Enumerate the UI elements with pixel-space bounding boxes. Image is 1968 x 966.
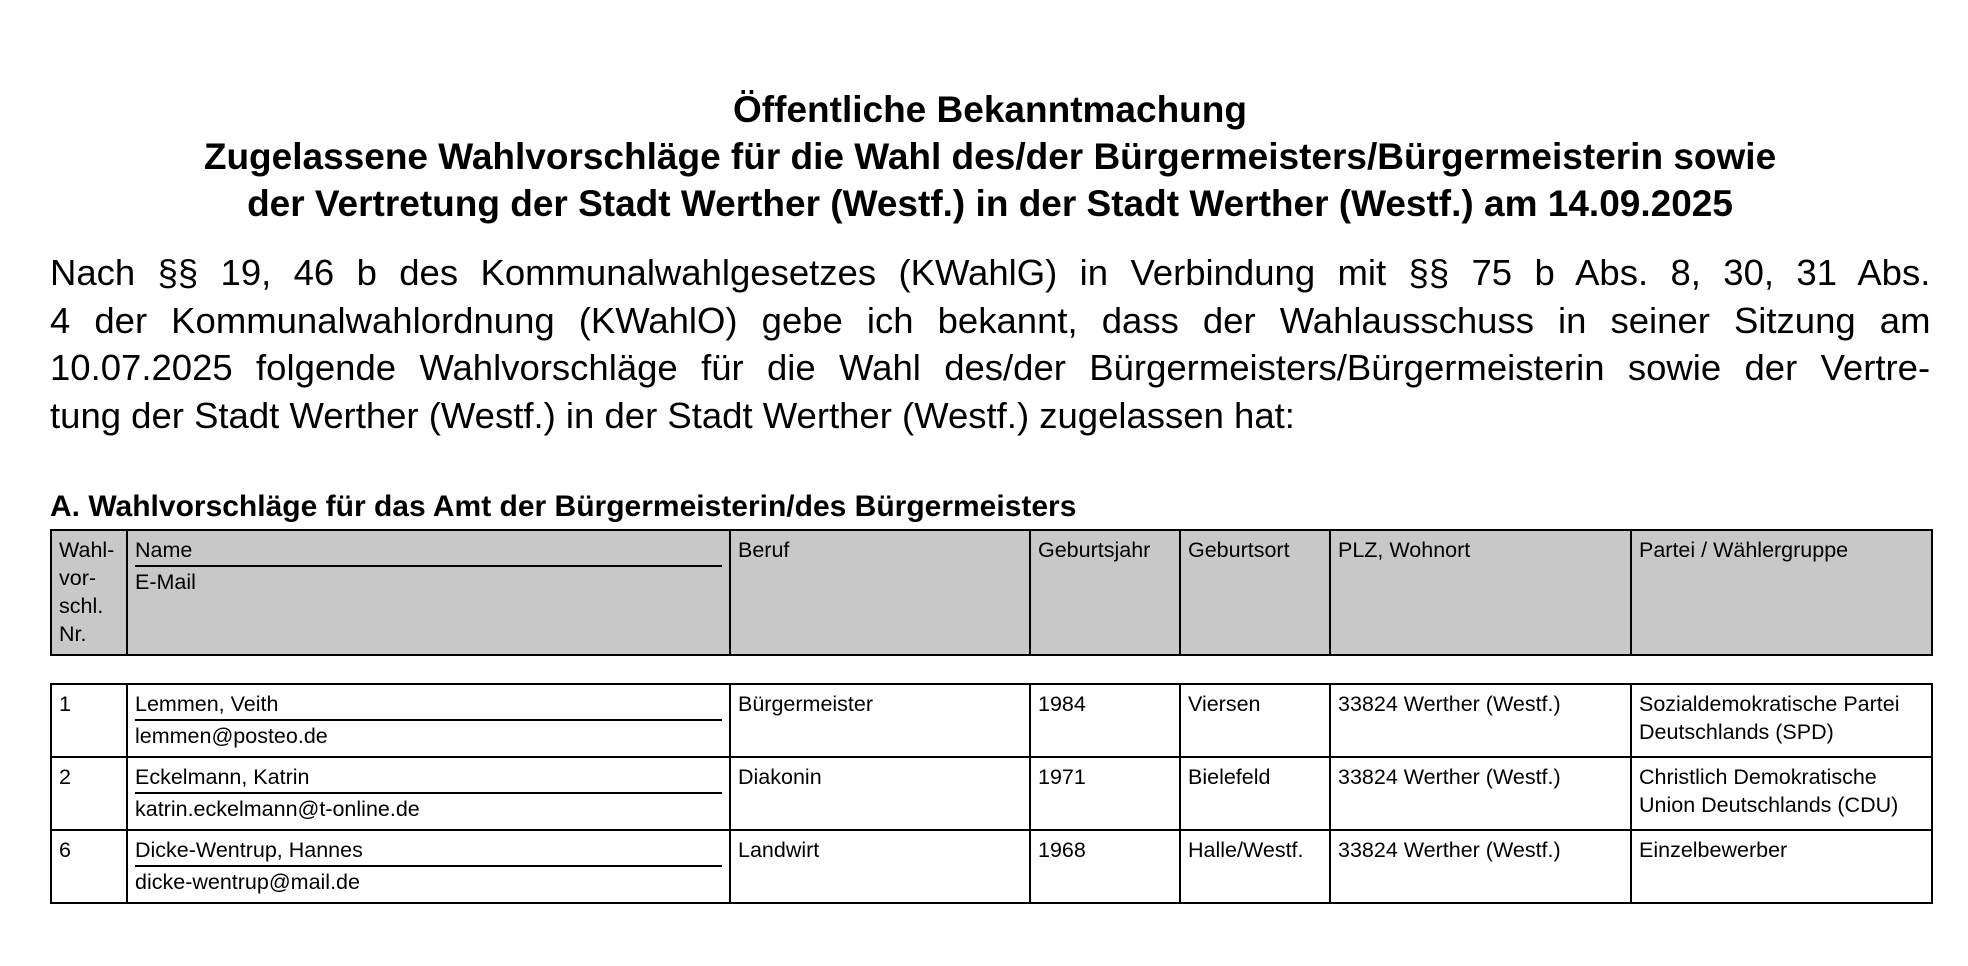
header-beruf: Beruf	[730, 530, 1030, 655]
header-wohnort: PLZ, Wohnort	[1330, 530, 1631, 655]
candidates-table	[50, 683, 1933, 904]
header-nr-line: Nr.	[59, 622, 87, 646]
cell-geburtsjahr: 1971	[1030, 757, 1180, 830]
title-line-1: Öffentliche Bekanntmachung	[733, 89, 1247, 130]
candidate-name: Eckelmann, Katrin	[135, 763, 722, 794]
title-line-2: Zugelassene Wahlvorschläge für die Wahl des/der Bürgermeisters/Bürgermeisterin sowie	[203, 136, 1777, 177]
table-row	[51, 830, 1932, 903]
intro-line: 10.07.2025 folgende Wahlvorschläge für die Wahl des/der Bürgermeisters/Bürgermeisterin sowie der Vertre-	[50, 347, 1931, 388]
table-row	[51, 757, 1932, 830]
cell-nr: 2	[51, 757, 127, 830]
candidate-email: lemmen@posteo.de	[135, 724, 328, 748]
header-name-label: Name	[135, 536, 722, 567]
intro-paragraph	[50, 249, 1930, 439]
header-nr	[51, 530, 127, 655]
header-name	[127, 530, 730, 655]
cell-geburtsort: Halle/Westf.	[1180, 830, 1330, 903]
partei-line: Union Deutschlands (CDU)	[1639, 793, 1899, 817]
cell-geburtsort: Bielefeld	[1180, 757, 1330, 830]
candidate-email: katrin.eckelmann@t-online.de	[135, 797, 420, 821]
cell-geburtsort: Viersen	[1180, 684, 1330, 757]
cell-wohnort: 33824 Werther (Westf.)	[1330, 830, 1631, 903]
cell-nr: 6	[51, 830, 127, 903]
cell-name-email	[127, 830, 730, 903]
cell-beruf: Bürgermeister	[730, 684, 1030, 757]
header-nr-line: schl.	[59, 594, 104, 618]
section-heading: A. Wahlvorschläge für das Amt der Bürgermeisterin/des Bürgermeisters	[50, 490, 1077, 523]
header-geburtsort: Geburtsort	[1180, 530, 1330, 655]
partei-line: Deutschlands (SPD)	[1639, 720, 1834, 744]
cell-beruf: Landwirt	[730, 830, 1030, 903]
intro-line: 4 der Kommunalwahlordnung (KWahlO) gebe ich bekannt, dass der Wahlausschuss in seiner Sitzung am	[50, 299, 1931, 341]
cell-name-email	[127, 757, 730, 830]
cell-wohnort: 33824 Werther (Westf.)	[1330, 684, 1631, 757]
cell-partei	[1631, 757, 1932, 830]
candidates-table-header	[50, 529, 1933, 656]
cell-wohnort: 33824 Werther (Westf.)	[1330, 757, 1631, 830]
header-geburtsjahr: Geburtsjahr	[1030, 530, 1180, 655]
candidate-name: Lemmen, Veith	[135, 690, 722, 721]
header-email-label: E-Mail	[135, 570, 196, 594]
cell-beruf: Diakonin	[730, 757, 1030, 830]
header-partei: Partei / Wählergruppe	[1631, 530, 1932, 655]
cell-nr: 1	[51, 684, 127, 757]
partei-line: Einzelbewerber	[1639, 838, 1788, 862]
cell-name-email	[127, 684, 730, 757]
partei-line: Sozialdemokratische Partei	[1639, 692, 1900, 716]
cell-partei	[1631, 684, 1932, 757]
cell-partei	[1631, 830, 1932, 903]
candidate-name: Dicke-Wentrup, Hannes	[135, 836, 722, 867]
cell-geburtsjahr: 1968	[1030, 830, 1180, 903]
title-line-3: der Vertretung der Stadt Werther (Westf.) in der Stadt Werther (Westf.) am 14.09.2025	[247, 183, 1733, 224]
candidate-email: dicke-wentrup@mail.de	[135, 870, 360, 894]
header-nr-line: vor-	[59, 566, 97, 590]
table-header-row	[51, 530, 1932, 655]
table-row	[51, 684, 1932, 757]
header-nr-line: Wahl-	[59, 538, 115, 562]
cell-geburtsjahr: 1984	[1030, 684, 1180, 757]
intro-line: tung der Stadt Werther (Westf.) in der Stadt Werther (Westf.) zugelassen hat:	[50, 394, 1295, 436]
document-title	[50, 86, 1930, 227]
intro-line: Nach §§ 19, 46 b des Kommunalwahlgesetzes (KWahlG) in Verbindung mit §§ 75 b Abs. 8, 30, 31 Abs.	[50, 252, 1931, 293]
partei-line: Christlich Demokratische	[1639, 765, 1877, 789]
